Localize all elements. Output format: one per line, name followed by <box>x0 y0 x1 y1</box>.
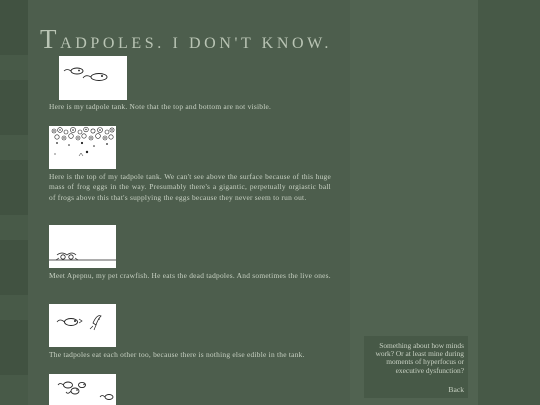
sidebar-panel <box>364 336 468 398</box>
post-caption: Here is the top of my tadpole tank. We can't see above the surface because of this huge mass of frog eggs in the way. Presumably there's a gigantic, perpetually orgiastic ball of frogs above this that's supplying the eggs because they never seem to run out. <box>49 172 331 202</box>
frog-eggs-image[interactable] <box>49 126 116 169</box>
left-strip-block <box>0 0 28 55</box>
page-title <box>40 26 332 53</box>
left-strip-block <box>0 160 28 215</box>
tadpoles-image[interactable] <box>49 374 116 405</box>
left-strip-block <box>0 80 28 135</box>
page-title-initial: T <box>40 24 61 54</box>
crawfish-drawing <box>49 225 116 268</box>
tadpoles-drawing <box>49 374 116 405</box>
left-strip-block <box>0 240 28 295</box>
back-link[interactable]: Back <box>448 385 464 394</box>
crawfish-image[interactable] <box>49 225 116 268</box>
post-caption: The tadpoles eat each other too, because there is nothing else edible in the tank. <box>49 350 305 359</box>
cannibal-tadpoles-image[interactable] <box>49 304 116 347</box>
page-title-rest: ADPOLES. I DON'T KNOW. <box>60 35 332 52</box>
sidebar-description: Something about how minds work? Or at least mine during moments of hyperfocus or executive dysfunction? <box>375 341 464 375</box>
frog-eggs-drawing <box>49 126 116 169</box>
tadpole-tank-drawing <box>59 56 127 100</box>
cannibal-tadpoles-drawing <box>49 304 116 347</box>
post-caption: Here is my tadpole tank. Note that the top and bottom are not visible. <box>49 102 272 111</box>
tadpole-tank-image[interactable] <box>59 56 127 100</box>
far-right-column <box>478 0 540 405</box>
post-caption: Meet Apepnu, my pet crawfish. He eats the dead tadpoles. And sometimes the live ones. <box>49 271 331 280</box>
left-strip <box>0 0 28 405</box>
left-strip-block <box>0 320 28 375</box>
